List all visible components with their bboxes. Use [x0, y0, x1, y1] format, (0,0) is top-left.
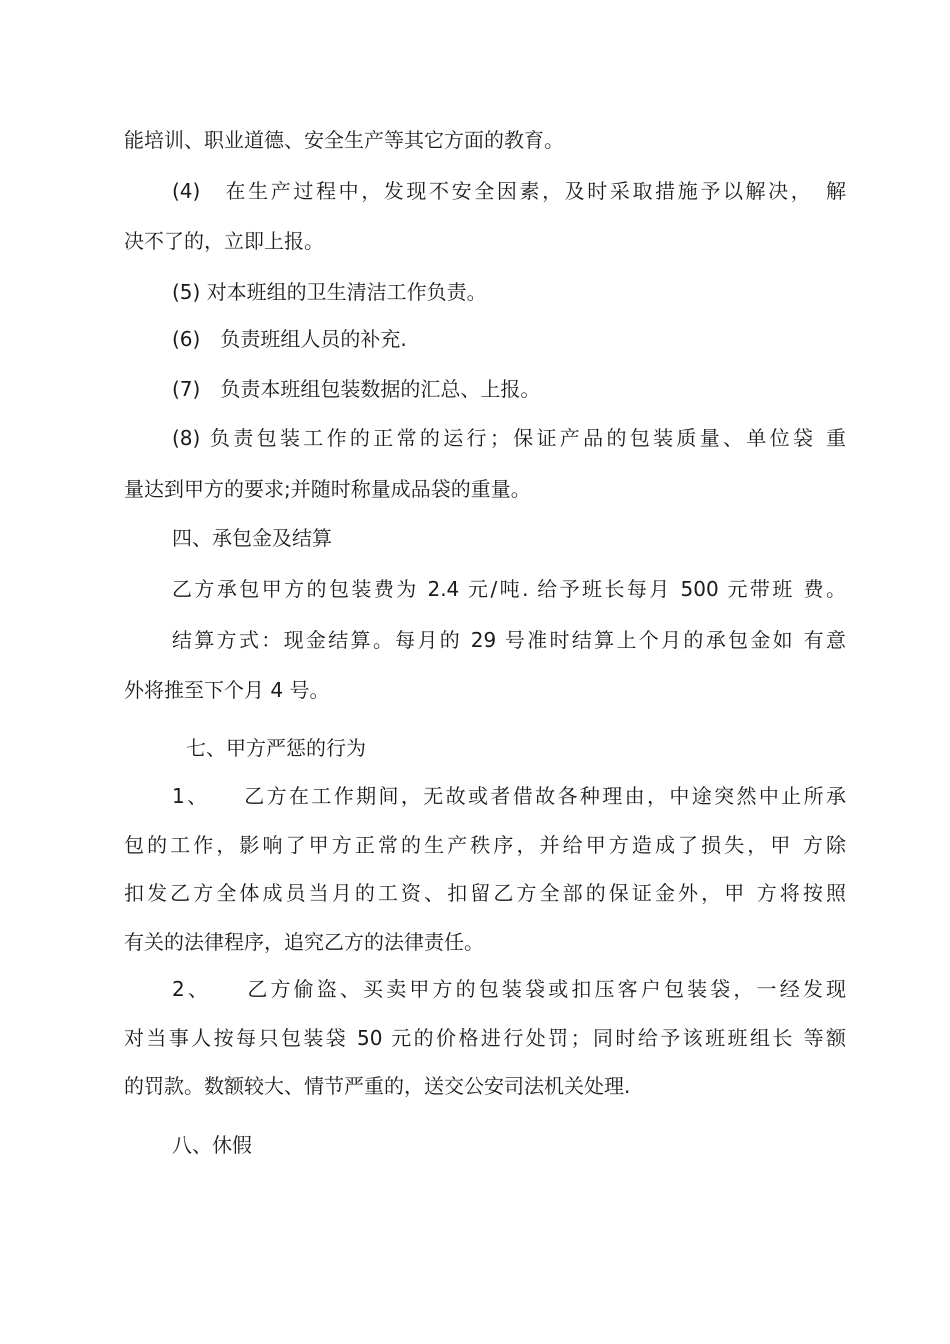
- section-heading-8: 八、休假: [172, 1133, 252, 1157]
- item-2-line-3: 的罚款。数额较大、情节严重的，送交公安司法机关处理.: [124, 1074, 631, 1098]
- item-1-line-1: 1、 乙方在工作期间，无故或者借故各种理由，中途突然中止所承: [172, 784, 846, 808]
- section-heading-7: 七、甲方严惩的行为: [186, 736, 366, 760]
- clause-4-line-1: (4) 在生产过程中，发现不安全因素，及时采取措施予以解决， 解: [172, 179, 846, 203]
- clause-7: (7) 负责本班组包装数据的汇总、上报。: [172, 377, 541, 401]
- item-2-line-2: 对当事人按每只包装袋 50 元的价格进行处罚；同时给予该班班组长 等额: [124, 1026, 846, 1050]
- clause-6: (6) 负责班组人员的补充.: [172, 327, 407, 351]
- clause-8-line-1: (8) 负责包装工作的正常的运行；保证产品的包装质量、单位袋 重: [172, 426, 846, 450]
- item-2-line-1: 2、 乙方偷盗、买卖甲方的包装袋或扣压客户包装袋，一经发现: [172, 977, 846, 1001]
- item-1-line-4: 有关的法律程序，追究乙方的法律责任。: [124, 930, 484, 954]
- clause-5: (5) 对本班组的卫生清洁工作负责。: [172, 280, 487, 304]
- clause-4-line-2: 决不了的，立即上报。: [124, 229, 324, 253]
- item-1-line-3: 扣发乙方全体成员当月的工资、扣留乙方全部的保证金外，甲 方将按照: [124, 881, 846, 905]
- section-heading-4: 四、承包金及结算: [172, 526, 332, 550]
- text-line-1: 能培训、职业道德、安全生产等其它方面的教育。: [124, 128, 564, 152]
- fee-paragraph: 乙方承包甲方的包装费为 2.4 元/吨. 给予班长每月 500 元带班 费。: [172, 577, 846, 601]
- item-1-line-2: 包的工作，影响了甲方正常的生产秩序，并给甲方造成了损失，甲 方除: [124, 833, 846, 857]
- settlement-line-2: 外将推至下个月 4 号。: [124, 678, 330, 702]
- clause-8-line-2: 量达到甲方的要求;并随时称量成品袋的重量。: [124, 477, 531, 501]
- settlement-line-1: 结算方式：现金结算。每月的 29 号准时结算上个月的承包金如 有意: [172, 628, 846, 652]
